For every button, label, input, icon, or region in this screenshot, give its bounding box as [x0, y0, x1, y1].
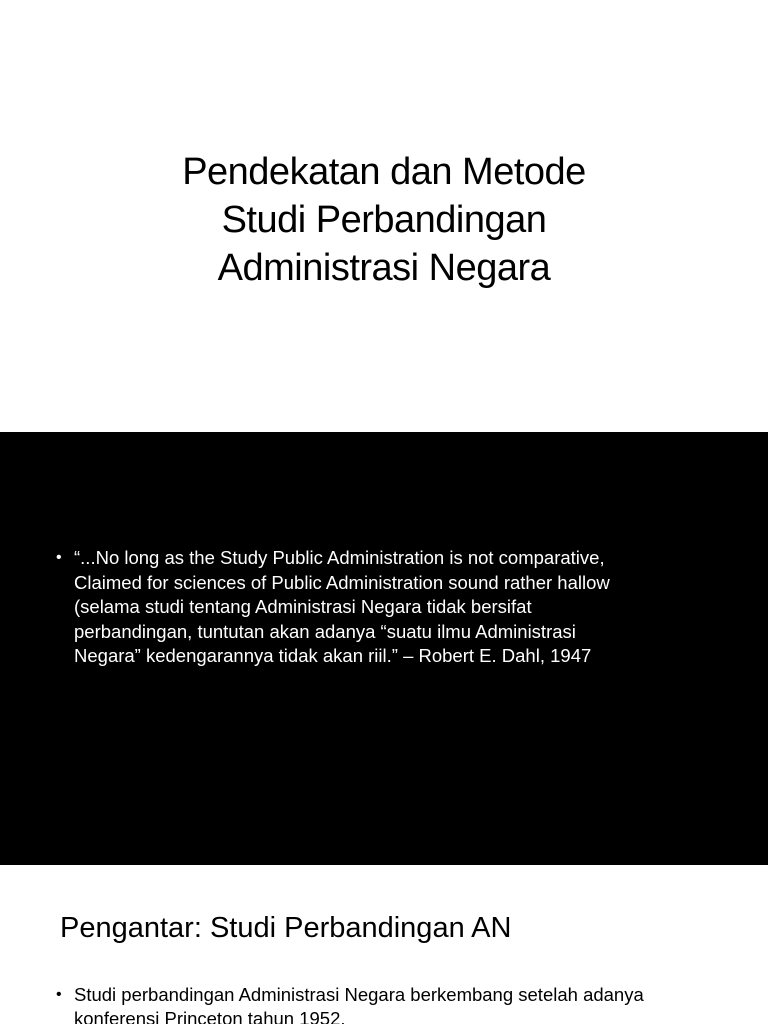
bullet-marker: •	[56, 986, 62, 1003]
title-line-2: Studi Perbandingan	[221, 199, 547, 241]
slide-quote	[0, 432, 768, 865]
slide-title	[0, 0, 768, 432]
quote-line-2: Claimed for sciences of Public Administration sound rather hallow	[74, 571, 610, 593]
intro-line-2: konferensi Princeton tahun 1952.	[74, 1008, 346, 1024]
intro-text	[74, 983, 644, 1024]
quote-bullet-item	[56, 546, 696, 669]
quote-line-5: Negara” kedengarannya tidak akan riil.” – Robert E. Dahl, 1947	[74, 645, 592, 666]
title-line-1: Pendekatan dan Metode	[182, 151, 586, 193]
quote-line-4: perbandingan, tuntutan akan adanya “suatu ilmu Administrasi	[74, 620, 576, 642]
presentation-title	[0, 148, 768, 292]
quote-text	[74, 546, 610, 669]
title-line-3: Administrasi Negara	[217, 247, 551, 289]
slide-heading: Pengantar: Studi Perbandingan AN	[60, 912, 512, 944]
slide-introduction	[0, 865, 768, 1024]
quote-line-3: (selama studi tentang Administrasi Negara tidak bersifat	[74, 596, 532, 617]
quote-line-1: “...No long as the Study Public Administration is not comparative,	[74, 547, 605, 568]
intro-line-1: Studi perbandingan Administrasi Negara berkembang setelah adanya	[74, 984, 644, 1005]
bullet-marker: •	[56, 549, 62, 566]
intro-bullet-item	[56, 983, 746, 1024]
